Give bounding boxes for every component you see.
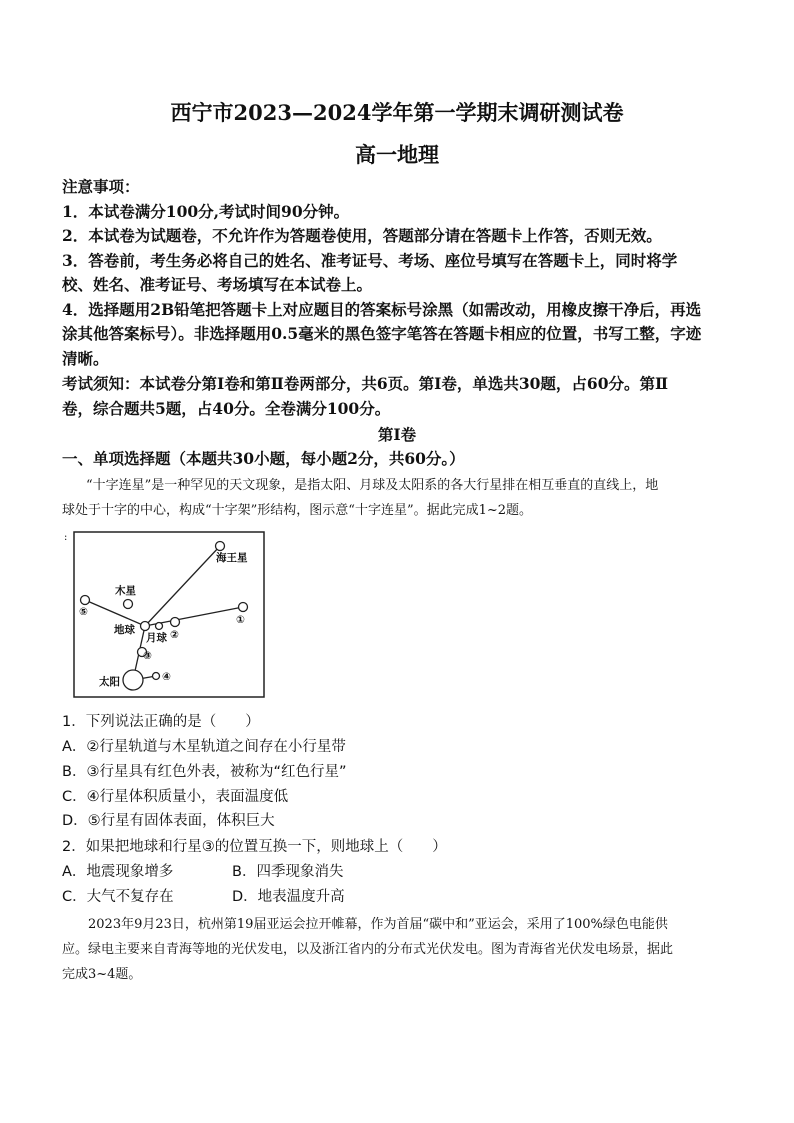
exam-notice-line1: 考试须知：本试卷分第Ⅰ卷和第Ⅱ卷两部分，共6页。第Ⅰ卷，单选共30题，占60分。第Ⅱ [62, 374, 669, 393]
part1-heading: 第Ⅰ卷 [377, 425, 417, 444]
label-neptune: 海王星 [216, 552, 248, 564]
planet-5-marker [81, 596, 90, 605]
label-planet-2: ② [170, 629, 179, 641]
sun-marker [123, 670, 143, 690]
q1-option-a: A．②行星轨道与木星轨道之间存在小行星带 [62, 739, 346, 755]
intro-line2: 球处于十字的中心，构成“十字架”形结构，图示意“十字连星”。据此完成1~2题。 [62, 503, 533, 518]
diagram-corner-mark: : [64, 532, 68, 543]
q2-option-b: B．四季现象消失 [232, 864, 344, 880]
q1-option-b: B．③行星具有红色外表，被称为“红色行星” [62, 764, 347, 780]
label-moon: 月球 [146, 632, 167, 644]
alignment-lines [85, 546, 243, 680]
label-jupiter: 木星 [115, 585, 136, 597]
note-item-3-line2: 校、姓名、准考证号、考场填写在本试卷上。 [62, 275, 373, 294]
cross-alignment-diagram [62, 528, 267, 700]
planet-4-marker [153, 673, 160, 680]
page-title: 西宁市2023—2024学年第一学期末调研测试卷 [170, 100, 624, 125]
label-planet-5: ⑤ [79, 606, 88, 618]
note-item-4-line1: 4．选择题用2B铅笔把答题卡上对应题目的答案标号涂黑（如需改动，用橡皮擦干净后，再选 [62, 300, 702, 319]
passage2-line3: 完成3~4题。 [62, 967, 142, 982]
earth-marker [141, 622, 150, 631]
section-heading: 一、单项选择题（本题共30小题，每小题2分，共60分。） [62, 449, 465, 468]
note-item-4-line3: 清晰。 [62, 349, 109, 368]
intro-line1: “十字连星”是一种罕见的天文现象，是指太阳、月球及太阳系的各大行星排在相互垂直的直线上，地 [86, 478, 659, 493]
q1-option-d: D．⑤行星有固体表面，体积巨大 [62, 813, 275, 829]
q1-stem: 1．下列说法正确的是（ ） [62, 714, 260, 730]
exam-notice-line2: 卷，综合题共5题，占40分。全卷满分100分。 [62, 399, 391, 418]
q2-option-a: A．地震现象增多 [62, 864, 174, 880]
label-planet-1: ① [236, 614, 245, 626]
jupiter-marker [124, 600, 133, 609]
q2-option-c: C．大气不复存在 [62, 889, 174, 905]
label-planet-3: ③ [143, 650, 152, 662]
moon-marker [156, 623, 163, 630]
q2-option-d: D．地表温度升高 [232, 889, 345, 905]
q2-stem: 2．如果把地球和行星③的位置互换一下，则地球上（ ） [62, 839, 447, 855]
passage2-line2: 应。绿电主要来自青海等地的光伏发电，以及浙江省内的分布式光伏发电。图为青海省光伏发电场景，据此 [62, 942, 674, 957]
planet-2-marker [171, 618, 180, 627]
note-item-2: 2．本试卷为试题卷，不允许作为答题卷使用，答题部分请在答题卡上作答，否则无效。 [62, 226, 662, 245]
label-sun: 太阳 [99, 676, 120, 688]
q1-option-c: C．④行星体积质量小，表面温度低 [62, 789, 289, 805]
planet-1-marker [239, 603, 248, 612]
notes-heading: 注意事项： [62, 177, 140, 196]
passage2-line1: 2023年9月23日，杭州第19届亚运会拉开帷幕，作为首届“碳中和”亚运会，采用了100%绿色电能供 [88, 917, 668, 932]
neptune-marker [216, 542, 225, 551]
note-item-1: 1．本试卷满分100分,考试时间90分钟。 [62, 202, 350, 221]
note-item-3-line1: 3．答卷前，考生务必将自己的姓名、准考证号、考场、座位号填写在答题卡上，同时将学 [62, 251, 678, 270]
note-item-4-line2: 涂其他答案标号）。非选择题用0.5毫米的黑色签字笔答在答题卡相应的位置，书写工整，字迹 [62, 324, 702, 343]
page-subtitle: 高一地理 [355, 142, 439, 167]
label-earth: 地球 [114, 624, 135, 636]
label-planet-4: ④ [162, 671, 171, 683]
